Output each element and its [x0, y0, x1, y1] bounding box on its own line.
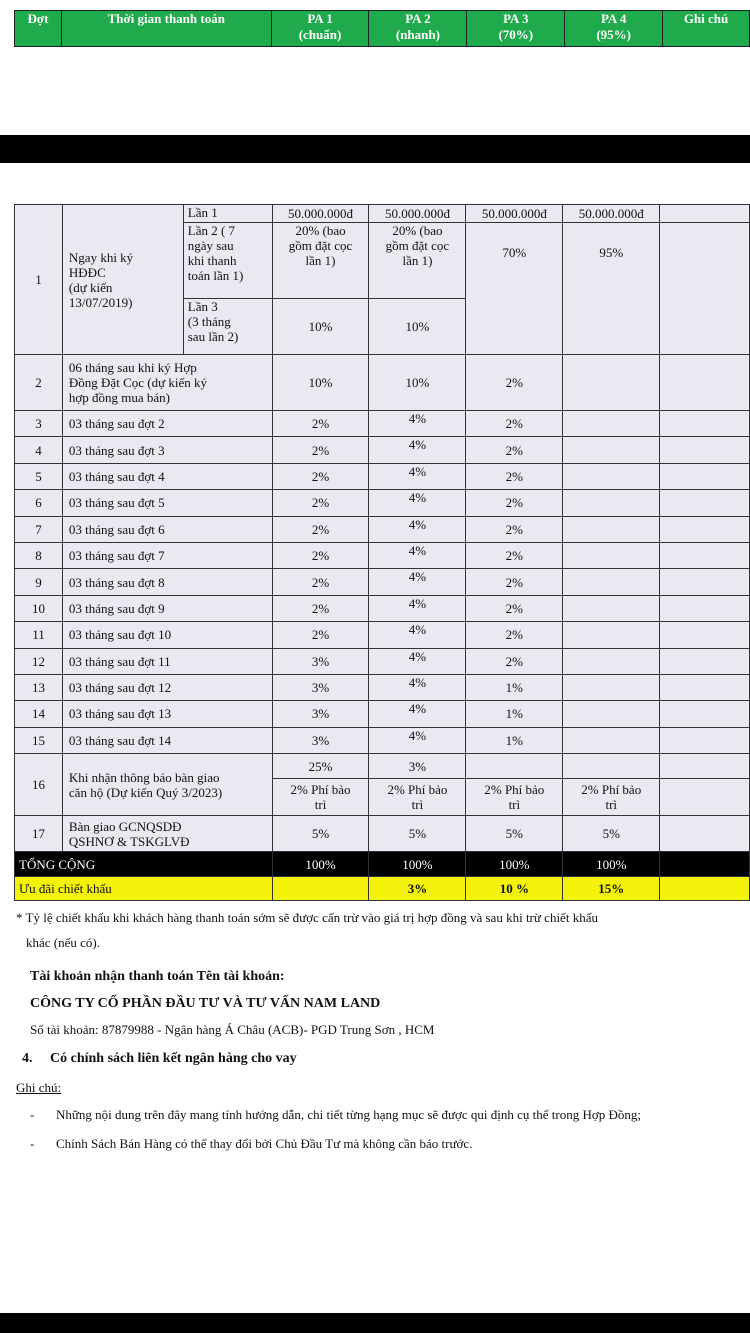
pa2-value: 4% — [369, 595, 466, 621]
table-row — [15, 205, 750, 223]
desc-line: Đồng Đặt Cọc (dự kiến ký — [68, 375, 208, 390]
pa4-value: 95% — [563, 223, 660, 355]
row-number: 13 — [15, 674, 63, 700]
pa2-fee — [369, 779, 466, 816]
desc-line: QSHNƠ & TSKGLVĐ — [68, 833, 190, 849]
pa2-value: 10% — [369, 355, 466, 411]
row-number: 8 — [15, 542, 63, 568]
pa3-fee — [466, 779, 563, 816]
total-note — [660, 852, 750, 877]
row-description: 03 tháng sau đợt 13 — [62, 701, 272, 727]
header-col-pa3 — [467, 11, 565, 47]
table-row — [15, 727, 750, 753]
pa4-sub: (95%) — [596, 27, 631, 42]
pa4-value — [563, 490, 660, 516]
value-line: 20% (bao — [392, 223, 443, 238]
row-number: 2 — [15, 355, 63, 411]
row-number: 14 — [15, 701, 63, 727]
notes-label: Ghi chú: — [16, 1080, 62, 1095]
pa3-sub: (70%) — [498, 27, 534, 42]
row-description: 03 tháng sau đợt 7 — [62, 542, 272, 568]
pa1-value: 3% — [272, 727, 369, 753]
fee-line: trì — [508, 797, 521, 813]
row-description — [62, 754, 272, 816]
pa2-value: 4% — [369, 437, 466, 463]
row-number: 17 — [15, 816, 63, 852]
header-col-pa2 — [369, 11, 467, 47]
pa4-value — [563, 727, 660, 753]
pa4-value — [563, 411, 660, 437]
row-description: 03 tháng sau đợt 8 — [62, 569, 272, 595]
label-line: toán lần 1) — [187, 268, 244, 283]
total-pa4: 100% — [563, 852, 660, 877]
pa4-value — [563, 355, 660, 411]
pa2-value: 50.000.000đ — [369, 205, 466, 223]
pa3-value: 2% — [466, 622, 563, 648]
desc-line: Khi nhận thông báo bàn giao — [68, 769, 220, 785]
list-item-text: Chính Sách Bán Hàng có thể thay đổi bởi Chủ Đầu Tư mà không cần báo trước. — [56, 1136, 473, 1151]
installment-label: Lần 1 — [183, 205, 272, 223]
discount-pa3: 10 % — [466, 877, 563, 901]
table-row — [15, 816, 750, 852]
pa2-value: 4% — [369, 622, 466, 648]
fee-line: 2% Phí bảo — [581, 782, 642, 798]
note-cell — [660, 463, 750, 489]
pa3-value: 2% — [466, 542, 563, 568]
fee-line: trì — [314, 797, 327, 813]
installment-label — [183, 299, 272, 355]
schedule-table-wrap — [14, 204, 750, 901]
row-number: 3 — [15, 411, 63, 437]
discount-row — [15, 877, 750, 901]
value-line: lần 1) — [402, 253, 433, 268]
note-cell — [660, 674, 750, 700]
row-number: 5 — [15, 463, 63, 489]
label-line: ngày sau — [187, 238, 234, 253]
pa4-value — [563, 648, 660, 674]
list-item-text: Những nội dung trên đây mang tính hướng dẫn, chi tiết từng hạng mục sẽ được qui định cụ thể trong Hợp Đồng; — [56, 1107, 641, 1122]
pa4-value — [563, 754, 660, 779]
pa1-value: 2% — [272, 437, 369, 463]
pa3-value — [466, 754, 563, 779]
list-item — [30, 1135, 742, 1152]
table-row — [15, 355, 750, 411]
fee-line: trì — [411, 797, 424, 813]
pa4-value — [563, 622, 660, 648]
header-col-dot: Đợt — [15, 11, 62, 47]
note-cell — [660, 569, 750, 595]
note-cell — [660, 701, 750, 727]
total-label: TỔNG CỘNG — [15, 852, 273, 877]
table-row — [15, 411, 750, 437]
row-number: 15 — [15, 727, 63, 753]
pa4-value: 5% — [563, 816, 660, 852]
pa2-value: 4% — [369, 516, 466, 542]
table-row — [15, 490, 750, 516]
table-row — [15, 463, 750, 489]
note-cell — [660, 355, 750, 411]
fee-line: 2% Phí bảo — [484, 782, 545, 798]
value-line: gồm đặt cọc — [288, 238, 353, 253]
pa3-value: 5% — [466, 816, 563, 852]
pa4-value — [563, 542, 660, 568]
table-row — [15, 674, 750, 700]
pa3-value: 2% — [466, 411, 563, 437]
row-number: 7 — [15, 516, 63, 542]
pa1-value: 5% — [272, 816, 369, 852]
schedule-table — [14, 204, 750, 901]
header-col-pa4 — [565, 11, 663, 47]
pa3-value: 2% — [466, 355, 563, 411]
pa1-fee — [272, 779, 369, 816]
pa4-value — [563, 674, 660, 700]
note-cell — [660, 205, 750, 223]
table-row — [15, 754, 750, 779]
note-cell — [660, 411, 750, 437]
pa3-value: 2% — [466, 595, 563, 621]
pa1-value: 2% — [272, 490, 369, 516]
note-cell — [660, 223, 750, 355]
label-line: (3 tháng — [187, 314, 231, 329]
pa4-value: 50.000.000đ — [563, 205, 660, 223]
dash-bullet: - — [30, 1107, 35, 1122]
pa3-value: 2% — [466, 648, 563, 674]
pa1-value: 10% — [272, 355, 369, 411]
discount-label: Ưu đãi chiết khấu — [15, 877, 273, 901]
note-cell — [660, 648, 750, 674]
pa2-sub: (nhanh) — [395, 27, 440, 42]
pa4-title: PA 4 — [600, 11, 627, 26]
pa3-value: 2% — [466, 437, 563, 463]
label-line: Lần 2 ( 7 — [187, 223, 236, 238]
pa4-value — [563, 463, 660, 489]
fee-line: 2% Phí bảo — [387, 782, 448, 798]
discount-pa2: 3% — [369, 877, 466, 901]
pa3-value: 2% — [466, 569, 563, 595]
row-description: 03 tháng sau đợt 4 — [62, 463, 272, 489]
fee-line: 2% Phí bảo — [290, 782, 351, 798]
row-description — [62, 816, 272, 852]
desc-line: (dự kiến — [68, 279, 113, 295]
note-cell — [660, 779, 750, 816]
pa2-value: 4% — [369, 569, 466, 595]
row-number: 10 — [15, 595, 63, 621]
pa1-value: 2% — [272, 595, 369, 621]
pa1-value: 2% — [272, 516, 369, 542]
note-line: * Tỷ lệ chiết khấu khi khách hàng thanh toán sớm sẽ được cấn trừ vào giá trị hợp đồng và sau khi trừ chiết khấu — [16, 910, 598, 925]
row-description: 03 tháng sau đợt 9 — [62, 595, 272, 621]
total-pa2: 100% — [369, 852, 466, 877]
value-line: gồm đặt cọc — [385, 238, 450, 253]
table-row — [15, 516, 750, 542]
desc-line: HĐĐC — [68, 264, 106, 280]
black-band-top — [0, 135, 750, 163]
header-table-wrap — [14, 10, 750, 47]
black-band-bottom — [0, 1313, 750, 1333]
value-line: 20% (bao — [295, 223, 346, 238]
account-number: Số tài khoản: 87879988 - Ngân hàng Á Châu (ACB)- PGD Trung Sơn , HCM — [30, 1022, 435, 1037]
dash-bullet: - — [30, 1136, 35, 1151]
pa4-value — [563, 569, 660, 595]
pa3-value: 50.000.000đ — [466, 205, 563, 223]
pa2-value: 10% — [369, 299, 466, 355]
pa1-value: 25% — [272, 754, 369, 779]
desc-line: 06 tháng sau khi ký Hợp — [68, 360, 197, 375]
note-cell — [660, 542, 750, 568]
table-row — [15, 569, 750, 595]
row-number: 11 — [15, 622, 63, 648]
label-line: khi thanh — [187, 253, 237, 268]
pa1-value: 2% — [272, 542, 369, 568]
note-cell — [660, 516, 750, 542]
table-row — [15, 701, 750, 727]
header-col-note: Ghi chú — [663, 11, 750, 47]
pa1-title: PA 1 — [307, 11, 333, 26]
note-cell — [660, 490, 750, 516]
row-number: 16 — [15, 754, 63, 816]
table-row — [15, 648, 750, 674]
row-description: 03 tháng sau đợt 3 — [62, 437, 272, 463]
pa3-value: 2% — [466, 490, 563, 516]
policy-number: 4. — [22, 1051, 33, 1066]
desc-line: Ngay khi ký — [68, 249, 134, 265]
pa1-value: 3% — [272, 648, 369, 674]
note-line: khác (nếu có). — [26, 935, 100, 950]
table-row — [15, 542, 750, 568]
pa3-value: 70% — [466, 223, 563, 355]
pa2-value: 4% — [369, 463, 466, 489]
pa2-value — [369, 223, 466, 299]
desc-line: căn hộ (Dự kiến Quý 3/2023) — [68, 784, 223, 800]
pa3-value: 1% — [466, 701, 563, 727]
pa4-value — [563, 437, 660, 463]
table-row — [15, 622, 750, 648]
pa4-value — [563, 701, 660, 727]
account-title: Tài khoản nhận thanh toán Tên tài khoản: — [30, 969, 285, 984]
note-cell — [660, 754, 750, 779]
list-item — [30, 1106, 742, 1123]
header-row — [15, 11, 750, 47]
note-cell — [660, 727, 750, 753]
row-description: 03 tháng sau đợt 10 — [62, 622, 272, 648]
pa2-value: 5% — [369, 816, 466, 852]
pa1-value: 2% — [272, 569, 369, 595]
row-description: 03 tháng sau đợt 12 — [62, 674, 272, 700]
pa2-value: 4% — [369, 411, 466, 437]
row-description: 03 tháng sau đợt 11 — [62, 648, 272, 674]
desc-line: 13/07/2019) — [68, 294, 133, 310]
table-row — [15, 595, 750, 621]
desc-line: Bàn giao GCNQSDĐ — [68, 818, 182, 834]
pa3-value: 2% — [466, 463, 563, 489]
pa1-value: 50.000.000đ — [272, 205, 369, 223]
discount-note-text — [16, 905, 750, 955]
row-description — [62, 355, 272, 411]
note-cell — [660, 437, 750, 463]
value-line: lần 1) — [305, 253, 336, 268]
installment-label — [183, 223, 272, 299]
pa1-value — [272, 223, 369, 299]
row-description: 03 tháng sau đợt 5 — [62, 490, 272, 516]
pa1-value: 10% — [272, 299, 369, 355]
discount-note — [660, 877, 750, 901]
total-row — [15, 852, 750, 877]
row-number: 1 — [15, 205, 63, 355]
header-col-pa1 — [271, 11, 369, 47]
row-description — [62, 205, 183, 355]
pa3-value: 2% — [466, 516, 563, 542]
row-number: 9 — [15, 569, 63, 595]
pa2-value: 4% — [369, 542, 466, 568]
note-cell — [660, 816, 750, 852]
bank-policy-heading — [22, 1051, 297, 1067]
pa2-value: 4% — [369, 648, 466, 674]
pa2-value: 4% — [369, 701, 466, 727]
pa4-value — [563, 595, 660, 621]
note-cell — [660, 595, 750, 621]
label-line: sau lần 2) — [187, 329, 239, 344]
header-col-time: Thời gian thanh toán — [61, 11, 271, 47]
discount-pa1 — [272, 877, 369, 901]
pa2-value: 3% — [369, 754, 466, 779]
pa1-value: 3% — [272, 701, 369, 727]
discount-pa4: 15% — [563, 877, 660, 901]
pa3-value: 1% — [466, 727, 563, 753]
table-row — [15, 437, 750, 463]
pa1-value: 2% — [272, 411, 369, 437]
pa2-title: PA 2 — [405, 11, 431, 26]
row-number: 6 — [15, 490, 63, 516]
pa3-value: 1% — [466, 674, 563, 700]
pa1-value: 3% — [272, 674, 369, 700]
row-number: 12 — [15, 648, 63, 674]
fee-line: trì — [605, 797, 618, 813]
pa4-value — [563, 516, 660, 542]
pa1-value: 2% — [272, 463, 369, 489]
desc-line: hợp đồng mua bán) — [68, 390, 171, 405]
pa4-fee — [563, 779, 660, 816]
policy-text: Có chính sách liên kết ngân hàng cho vay — [50, 1051, 297, 1066]
notes-list — [30, 1106, 742, 1164]
label-line: Lần 3 — [187, 299, 218, 314]
row-number: 4 — [15, 437, 63, 463]
pa2-value: 4% — [369, 727, 466, 753]
note-cell — [660, 622, 750, 648]
pa1-sub: (chuẩn) — [298, 27, 342, 42]
row-description: 03 tháng sau đợt 6 — [62, 516, 272, 542]
pa2-value: 4% — [369, 674, 466, 700]
total-pa3: 100% — [466, 852, 563, 877]
header-table — [14, 10, 750, 47]
pa3-title: PA 3 — [503, 11, 529, 26]
row-description: 03 tháng sau đợt 2 — [62, 411, 272, 437]
company-name: CÔNG TY CỔ PHẦN ĐẦU TƯ VÀ TƯ VẤN NAM LAND — [30, 996, 381, 1011]
total-pa1: 100% — [272, 852, 369, 877]
pa1-value: 2% — [272, 622, 369, 648]
pa2-value: 4% — [369, 490, 466, 516]
row-description: 03 tháng sau đợt 14 — [62, 727, 272, 753]
